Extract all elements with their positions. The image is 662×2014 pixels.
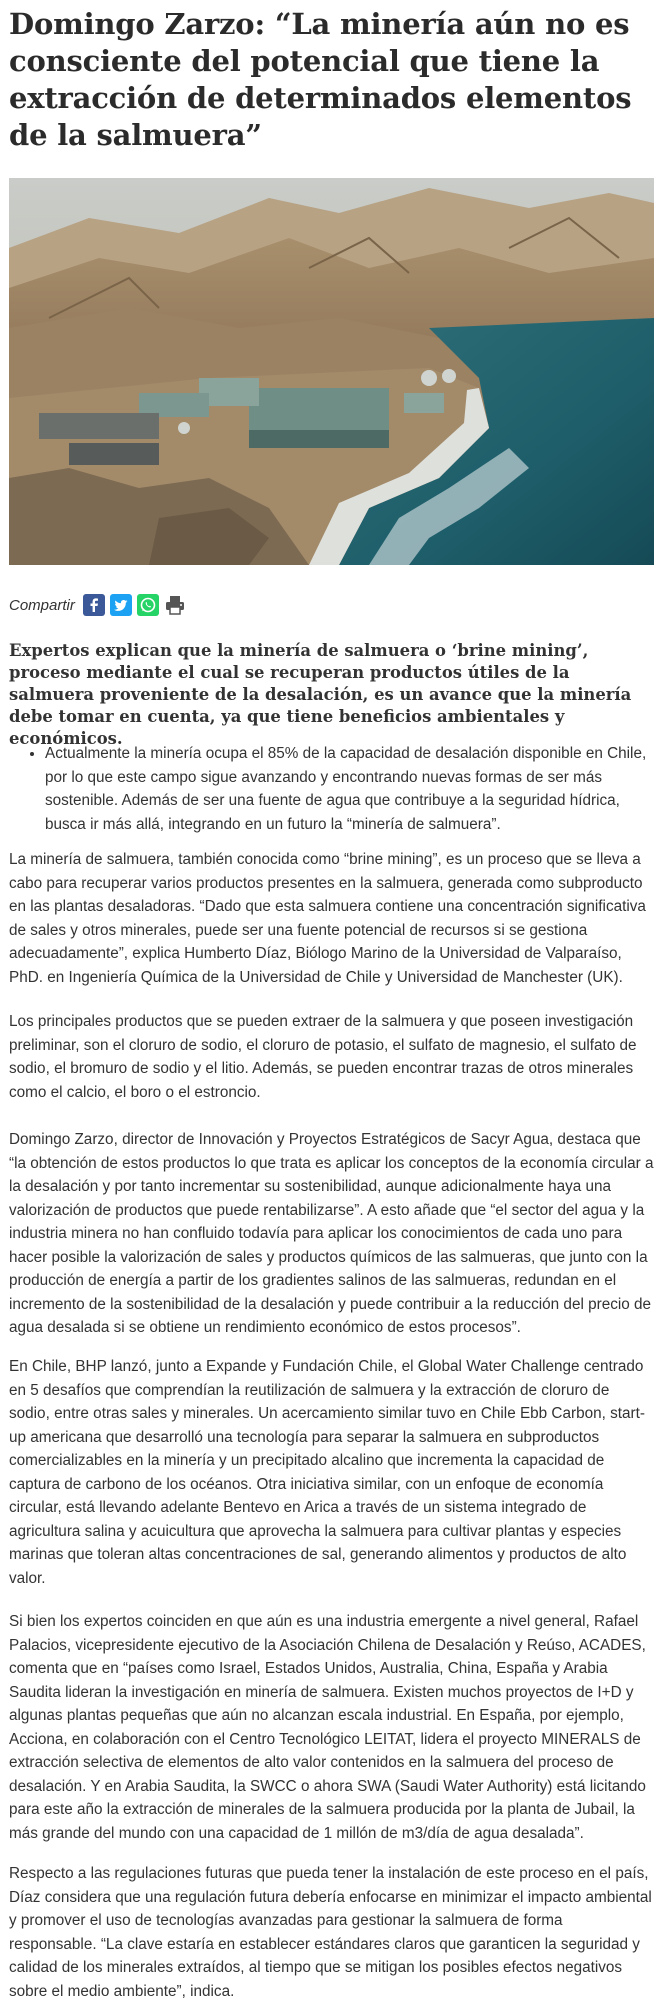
share-label: Compartir (9, 596, 75, 614)
whatsapp-icon[interactable] (137, 594, 159, 616)
highlight-list (9, 742, 654, 836)
print-icon[interactable] (164, 594, 186, 616)
article-title: Domingo Zarzo: “La minería aún no es consciente del potencial que tiene la extracción de determinados elementos de la salmuera” (9, 7, 632, 152)
paragraph: Los principales productos que se pueden extraer de la salmuera y que poseen investigación preliminar, son el cloruro de sodio, el cloruro de potasio, el sulfato de magnesio, el sulfato de sodio, el bromuro de sodio y el litio. Además, se pueden encontrar trazas de otros minerales como el calcio, el boro o el estroncio. (9, 1013, 637, 1101)
list-item: • Actualmente la minería ocupa el 85% de la capacidad de desalación disponible en Chile, por lo que este campo sigue avanzando y encontrando nuevas formas de ser más sostenible. Además de ser una fuente de agua que contribuye a la seguridad hídrica, busca ir más allá, integrando en un futuro la “minería de salmuera”. (45, 742, 654, 836)
facebook-icon[interactable] (83, 594, 105, 616)
paragraph: La minería de salmuera, también conocida como “brine mining”, es un proceso que se lleva a cabo para recuperar varios productos presentes en la salmuera, generada como subproducto en las plantas desaladoras. “Dado que esta salmuera contiene una concentración significativa de sales y otros minerales, puede ser una fuente potencial de recursos si se gestiona adecuadamente”, explica Humberto Díaz, Biólogo Marino de la Universidad de Valparaíso, PhD. en Ingeniería Química de la Universidad de Chile y Universidad de Manchester (UK). (9, 851, 646, 986)
paragraph: Si bien los expertos coinciden en que aún es una industria emergente a nivel general, Rafael Palacios, vicepresidente ejecutivo de la Asociación Chilena de Desalación y Reúso, ACADES, comenta que en “países como Israel, Estados Unidos, Australia, China, España y Arabia Saudita lideran la investigación en minería de salmuera. Existen muchos proyectos de I+D y algunas plantas pequeñas que aún no alcanzan escala industrial. En España, por ejemplo, Acciona, en colaboración con el Centro Tecnológico LEITAT, lidera el proyecto MINERALS de extracción selectiva de elementos de alto valor contenidos en la salmuera del proceso de desalación. Y en Arabia Saudita, la SWCC o ahora SWA (Saudi Water Authority) está licitando para este año la extracción de minerales de la salmuera producida por la planta de Jubail, la más grande del mundo con una capacidad de 1 millón de m3/día de agua desalada”. (9, 1613, 646, 1842)
hero-image-illustration (9, 178, 654, 565)
article (9, 0, 654, 2000)
paragraph: En Chile, BHP lanzó, junto a Expande y Fundación Chile, el Global Water Challenge centrado en 5 desafíos que comprendían la reutilización de salmuera y la extracción de cloruro de sodio, entre otras sales y minerales. Un acercamiento similar tuvo en Chile Ebb Carbon, start-up americana que desarrolló una tecnología para separar la salmuera en subproductos comercializables en la minería y un precipitado alcalino que incrementa la capacidad de captura de carbono de los océanos. Otra iniciativa similar, con un enfoque de economía circular, está llevando adelante Bentevo en Arica a través de un sistema integrado de agricultura salina y acuicultura que aprovecha la salmuera para cultivar plantas y especies marinas que toleran altas concentraciones de sal, generando alimentos y productos de alto valor. (9, 1358, 645, 1587)
article-lead: Expertos explican que la minería de salmuera o ‘brine mining’, proceso mediante el cual se recuperan productos útiles de la salmuera proveniente de la desalación, es un avance que la minería debe tomar en cuenta, ya que tiene beneficios ambientales y económicos. (9, 641, 632, 748)
share-bar (9, 592, 191, 618)
paragraph: Domingo Zarzo, director de Innovación y Proyectos Estratégicos de Sacyr Agua, destaca que “la obtención de estos productos lo que trata es aplicar los conceptos de la economía circular a la desalación y por tanto incrementar su sostenibilidad, aunque adicionalmente haya una valorización de productos que puede rentabilizarse”. A esto añade que “el sector del agua y la industria minera no han confluido todavía para aplicar los conocimientos de cada uno para hacer posible la valorización de sales y productos químicos de las salmueras, que junto con la producción de energía a partir de los gradientes salinos de las salmueras, redundan en el incremento de la sostenibilidad de la desalación y puede contribuir a la reducción del precio de agua desalada si se obtiene un rendimiento económico de estos procesos”. (9, 1131, 654, 1336)
twitter-icon[interactable] (110, 594, 132, 616)
hero-image (9, 178, 654, 565)
paragraph: Respecto a las regulaciones futuras que pueda tener la instalación de este proceso en el país, Díaz considera que una regulación futura debería enfocarse en minimizar el impacto ambiental y promover el uso de tecnologías avanzadas para gestionar la salmuera de forma responsable. “La clave estaría en establecer estándares claros que garanticen la seguridad y calidad de los minerales extraídos, al tiempo que se mitigan los posibles efectos negativos sobre el medio ambiente”, indica. (9, 1865, 652, 2000)
